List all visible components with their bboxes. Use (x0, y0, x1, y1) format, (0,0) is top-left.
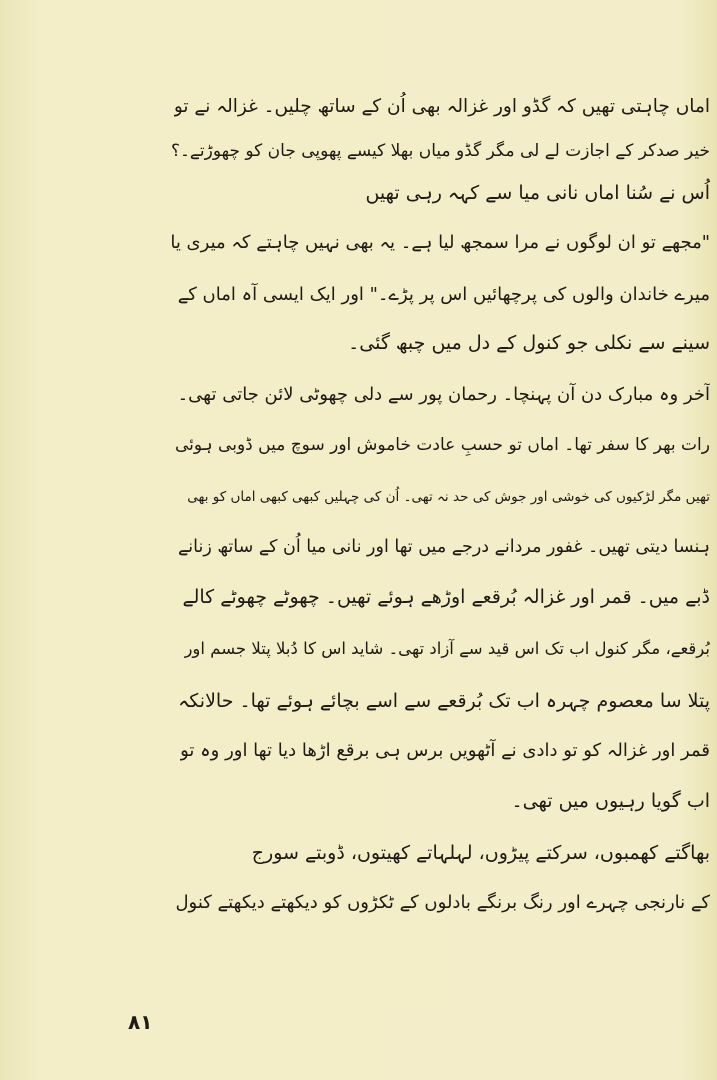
text-line: قمر اور غزالہ کو تو دادی نے آٹھویں برس ہی برقع اڑھا دیا تھا اور وہ تو (180, 740, 710, 761)
text-line: بھاگتے کھمبوں، سرکتے پیڑوں، لہلہاتے کھیتوں، ڈوبتے سورج (251, 842, 710, 864)
text-line: ڈبے میں۔ قمر اور غزالہ بُرقعے اوڑھے ہوئے تھیں۔ چھوٹے چھوٹے کالے (182, 586, 710, 608)
text-line: آخر وہ مبارک دن آن پہنچا۔ رحمان پور سے دلی چھوٹی لائن جاتی تھی۔ (177, 384, 710, 405)
text-line: اب گویا رہیوں میں تھی۔ (511, 790, 710, 812)
text-line: تھیں مگر لڑکیوں کی خوشی اور جوش کی حد نہ تھی۔ اُن کی چہلیں کبھی کبھی اماں کو بھی (187, 489, 710, 505)
text-line: ہنسا دیتی تھیں۔ غفور مردانے درجے میں تھا اور نانی میا اُن کے ساتھ زنانے (178, 537, 710, 557)
text-line: "مجھے تو ان لوگوں نے مرا سمجھ لیا ہے۔ یہ بھی نہیں چاہتے کہ میری یا (170, 232, 710, 253)
page-number: ۸۱ (128, 1010, 153, 1034)
text-line: سینے سے نکلی جو کنول کے دل میں چبھ گئی۔ (348, 332, 710, 354)
text-line: پتلا سا معصوم چہرہ اب تک بُرقعے سے اسے بچائے ہوئے تھا۔ حالانکہ (178, 690, 710, 712)
text-line: اماں چاہتی تھیں کہ گڈو اور غزالہ بھی اُن کے ساتھ چلیں۔ غزالہ نے تو (173, 96, 710, 117)
text-line: میرے خاندان والوں کی پرچھائیں اس پر پڑے۔" اور ایک ایسی آہ اماں کے (177, 284, 710, 305)
text-line: اُس نے سُنا اماں نانی میا سے کہہ رہی تھیں (365, 182, 710, 204)
text-line: رات بھر کا سفر تھا۔ اماں تو حسبِ عادت خاموش اور سوچ میں ڈوبی ہوئی (175, 435, 710, 455)
text-line: خیر صدکر کے اجازت لے لی مگر گڈو میاں بھلا کیسے پھوپی جان کو چھوڑتے۔؟ (170, 141, 710, 161)
text-line: بُرقعے، مگر کنول اب تک اس قید سے آزاد تھی۔ شاید اس کا دُبلا پتلا جسم اور (184, 639, 710, 658)
text-line: کے نارنجی چہرے اور رنگ برنگے بادلوں کے ٹکڑوں کو دیکھتے دیکھتے کنول (175, 892, 710, 913)
